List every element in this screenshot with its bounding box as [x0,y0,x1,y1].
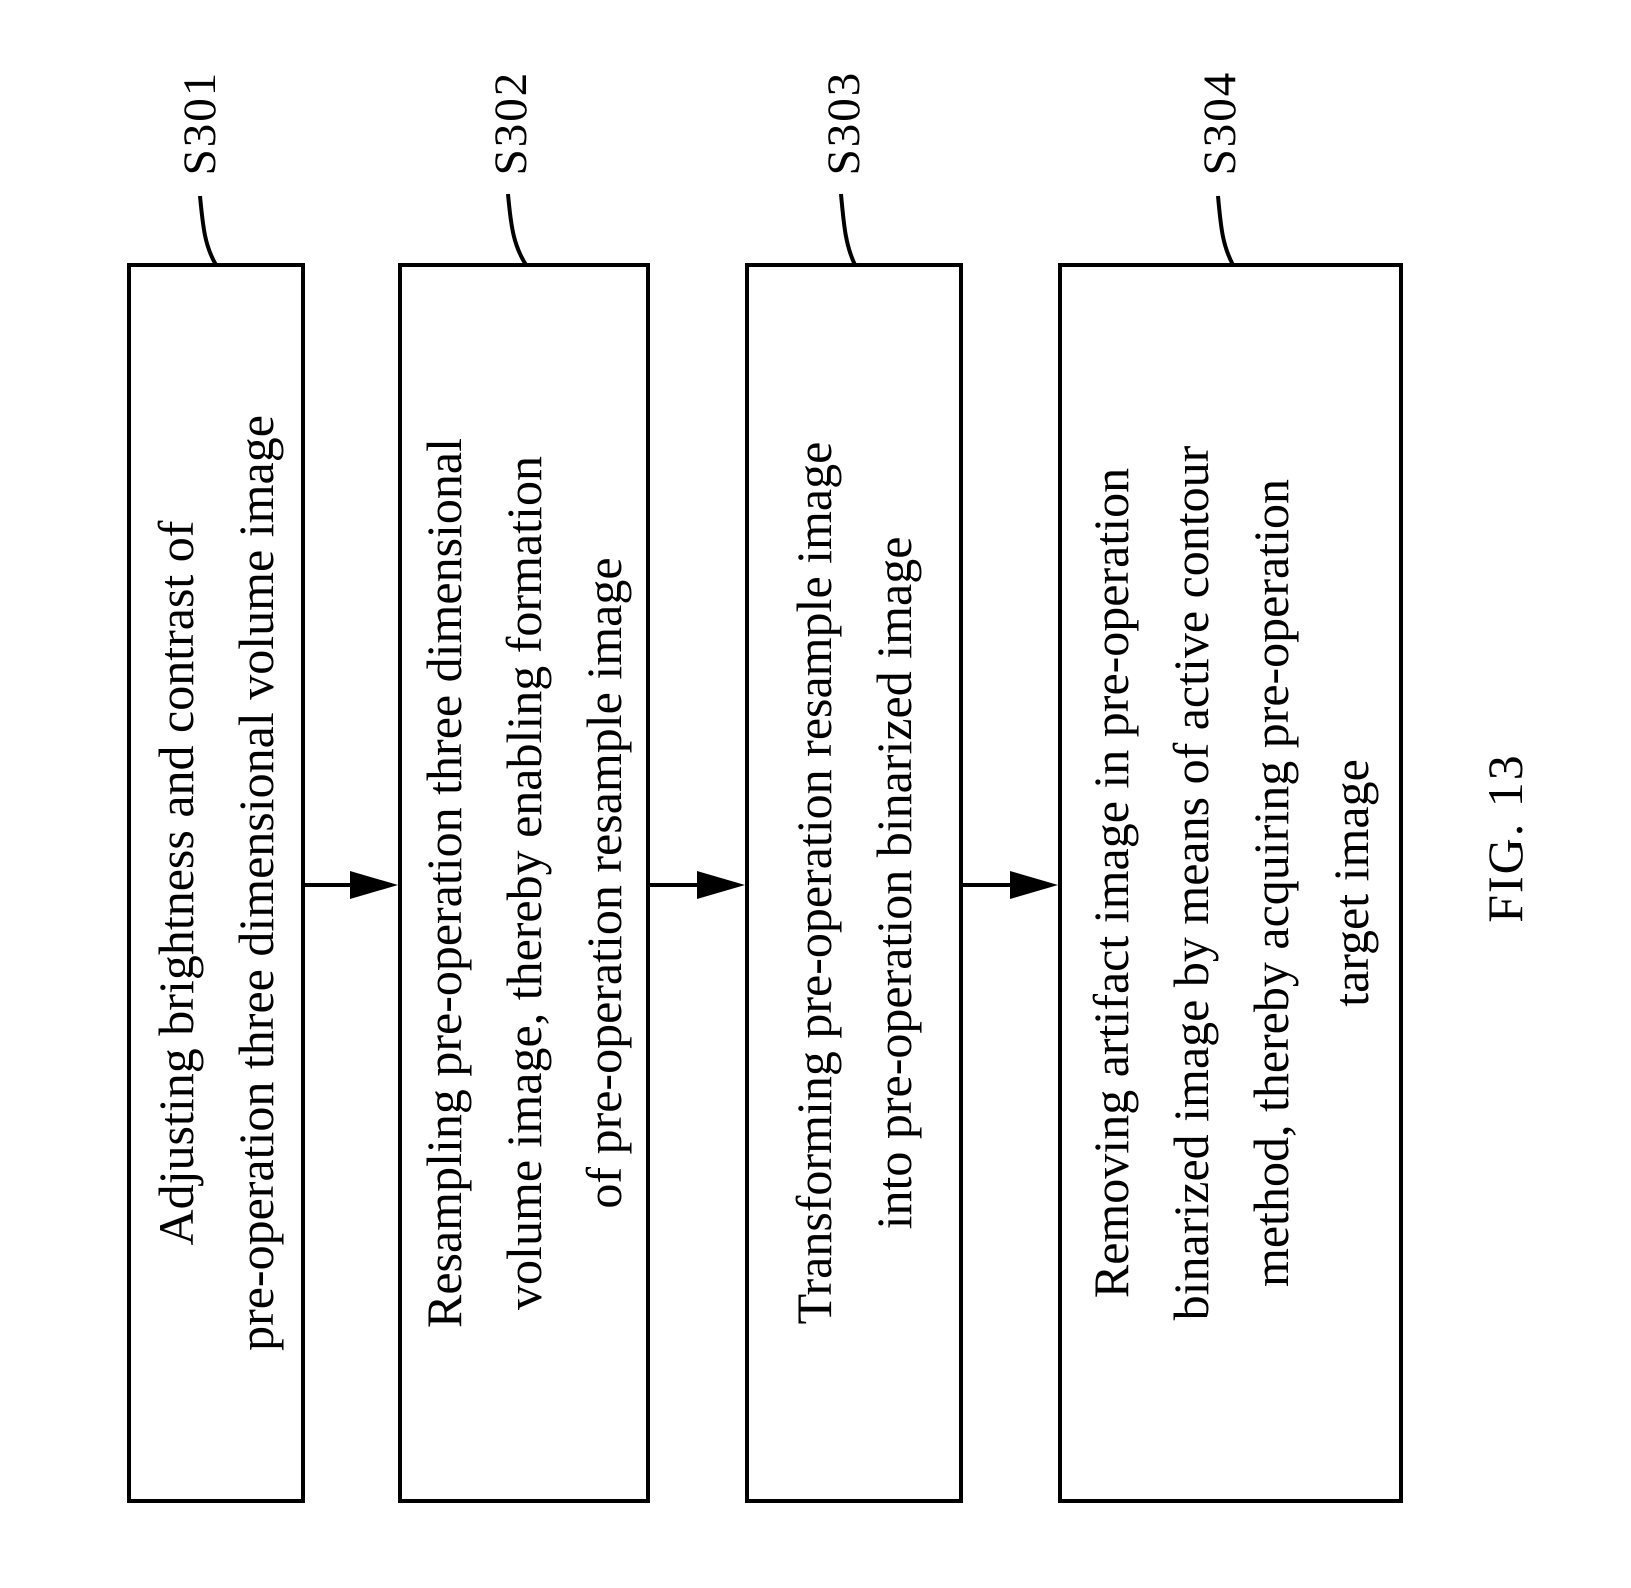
step-label-s302: S302 [485,70,537,176]
leader-line-s304 [1218,196,1233,265]
leader-line-s302 [508,194,526,265]
step-text-s304: Removing artifact image in pre-operation binarized image by means of active contour method, thereby acquiring pre-operation target image [1082,445,1379,1321]
leader-line-s301 [200,196,216,265]
step-box-s302 [398,263,650,1503]
step-text-s301: Adjusting brightness and contrast of pre-operation three dimensional volume image [148,415,284,1351]
figure-caption: FIG. 13 [1477,753,1533,923]
step-box-s304 [1058,263,1403,1503]
flow-arrow-3 [963,871,1058,899]
leader-line-s303 [841,194,855,265]
step-text-s303: Transforming pre-operation resample image into pre-operation binarized image [786,441,922,1325]
step-label-s301: S301 [174,70,226,176]
flow-arrow-1 [305,871,398,899]
step-box-s301 [127,263,305,1503]
flow-arrow-2 [650,871,745,899]
step-box-s303 [745,263,963,1503]
step-label-s304: S304 [1194,70,1246,176]
step-label-s303: S303 [818,70,870,176]
step-text-s302: Resampling pre-operation three dimensional volume image, thereby enabling formation of pre-operation resample image [416,438,632,1329]
